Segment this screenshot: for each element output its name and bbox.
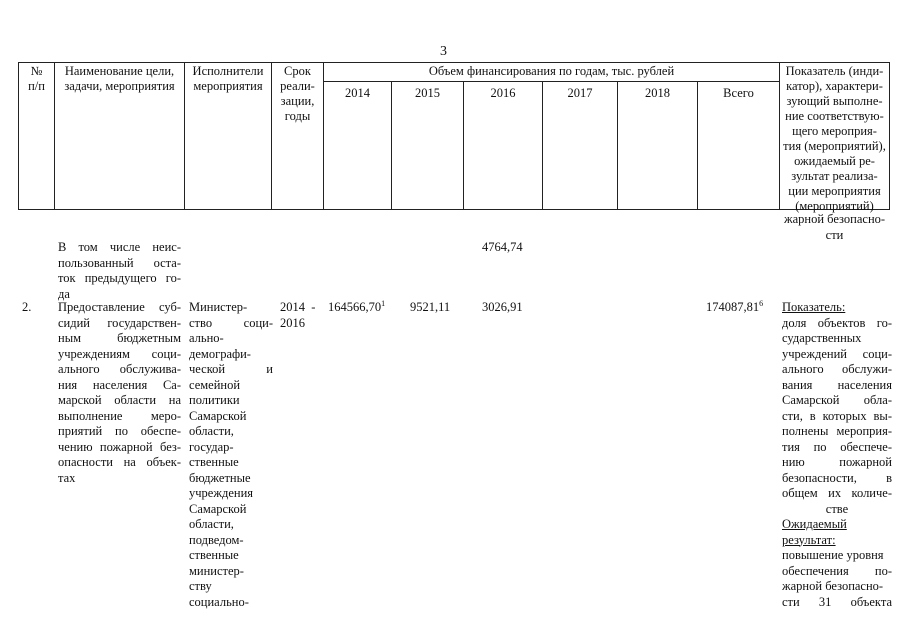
row2-number: 2. [22,300,32,314]
row2-value-2016: 3026,91 [482,300,523,314]
row2-executors: Министер- ство соци- ально- демографи- ческой и семейной политики Самарской области, государ- ственные бюджетные учреждения Самарской области, подведом- ственные министер- ству социально- [189,300,273,609]
row2-indicator: Показатель: доля объектов го- сударственных учреждений соци- ального обслужи- вания населения Самарской обла- сти, в которых вы- полнены мероприя- тия по обеспече- нию пожарной безопасности, в общем их количе- стве Ожидаемый результат: повышение уровня обеспечения по- жарной безопасно- сти 31 объекта [782,300,892,609]
header-year-2014: 2014 [345,86,370,100]
row2-value-2014: 164566,70$^1$ [328,298,386,314]
indicator-heading: Показатель: [782,300,846,314]
header-total: Всего [723,86,754,100]
header-executors: Исполнители мероприятия [192,64,264,93]
header-year-2016: 2016 [490,86,516,100]
row2-total: 174087,81$^6$ [706,298,764,314]
header-term: Срок реали- зации, годы [280,64,315,123]
page-number: 3 [440,44,447,59]
subtotal-label: В том числе неис- пользованный оста- ток предыдущего го- да [58,240,181,301]
header-indicator: Показатель (инди- катор), характери- зующий выполне- ние соответствую- щего мероприя- тия (мероприятий), ожидаемый ре- зультат реализа- ции мероприятия (мероприятий) [783,64,886,213]
row2-term: 2014 - 2016 [280,300,316,330]
header-financing: Объем финансирования по годам, тыс. рублей [428,64,675,78]
row2-name: Предоставление суб- сидий государствен- ным бюджетным учреждениям соци- ального обслужива- ния населения Са- марской области на выполнение меро- приятий по обеспе- чению пожарной без- опасности на объек- тах [58,300,181,485]
row2-value-2015: 9521,11 [410,300,451,314]
result-heading: Ожидаемый [782,517,847,531]
header-name: Наименование цели, задачи, мероприятия [64,64,175,93]
header-num: № п/п [28,64,45,93]
header-year-2018: 2018 [645,86,670,100]
subtotal-value-2016: 4764,74 [482,240,523,254]
header-year-2017: 2017 [567,86,593,100]
header-year-2015: 2015 [415,86,440,100]
carry-over-text: жарной безопасно- сти [783,212,886,242]
